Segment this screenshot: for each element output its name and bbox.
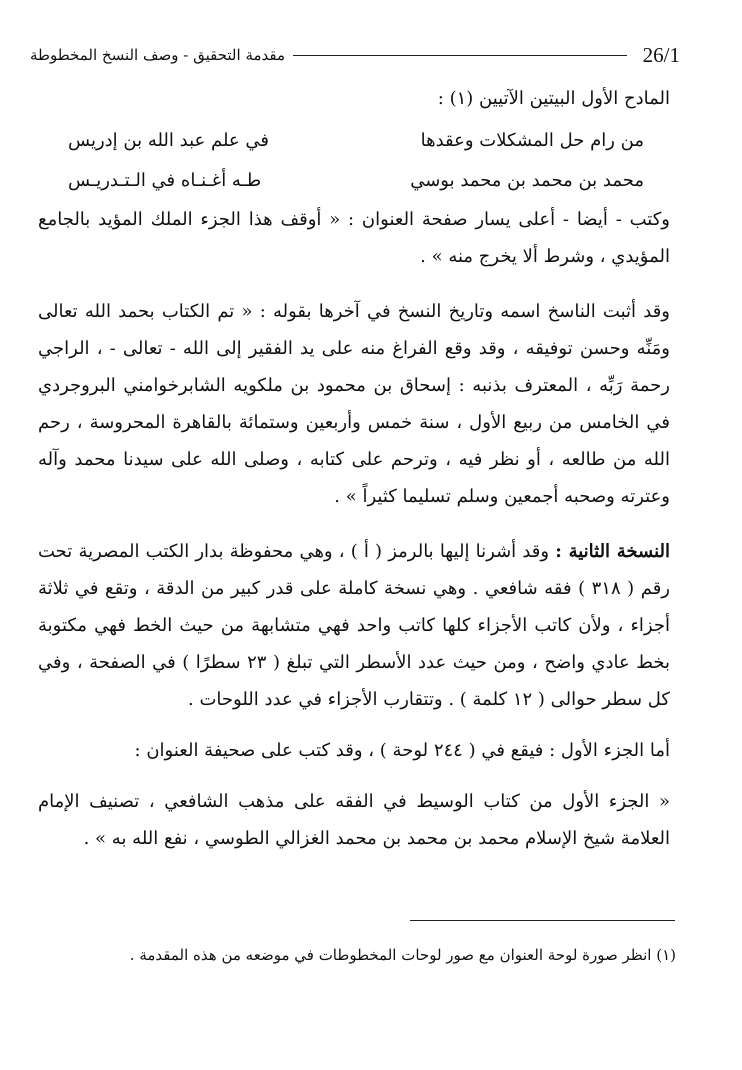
poem-verses — [38, 121, 670, 201]
footnote-rule — [410, 920, 675, 921]
second-copy-label: النسخة الثانية : — [555, 541, 670, 562]
paragraph-copyist: وقد أثبت الناسخ اسمه وتاريخ النسخ في آخرها بقوله : « تم الكتاب بحمد الله تعالى ومَنِّه وحسن توفيقه ، وقد وقع الفراغ منه على يد الفقير إلى الله - تعالى - ، الراجي رحمة رَبِّه ، المعترف بذنبه : إسحاق بن محمود بن ملكويه الشابرخوامني البروجردي في الخامس من ربيع الأول ، سنة خمس وأربعين وستمائة بالقاهرة المحروسة ، رحم الله من طالعه ، أو نظر فيه ، وترحم على كتابه ، وصلى الله على سيدنا محمد وآله وعترته وصحبه أجمعين وسلم تسليما كثيراً » . — [38, 301, 670, 507]
header-rule — [293, 55, 627, 56]
verse-second-hemistich: في علم عبد الله بن إدريس — [68, 130, 269, 151]
page-number: 26/1 — [642, 42, 680, 67]
paragraph-wrote: وكتب - أيضا - أعلى يسار صفحة العنوان : « أوقف هذا الجزء الملك المؤيد بالجامع المؤيدي ، وشرط ألا يخرج منه » . — [38, 209, 670, 267]
main-text — [38, 80, 670, 857]
footnote: (١) انظر صورة لوحة العنوان مع صور لوحات المخطوطات في موضعه من هذه المقدمة . — [129, 946, 676, 964]
paragraph-title-quote: « الجزء الأول من كتاب الوسيط في الفقه على مذهب الشافعي ، تصنيف الإمام العلامة شيخ الإسلام محمد بن محمد بن محمد الغزالي الطوسي ، نفع الله به » . — [38, 791, 670, 849]
verse-second-hemistich: طـه أغـنـاه في الـتـدريـس — [68, 170, 262, 191]
paragraph-second-copy — [38, 533, 670, 718]
paragraph-first-part: أما الجزء الأول : فيقع في ( ٢٤٤ لوحة ) ، وقد كتب على صحيفة العنوان : — [134, 740, 670, 761]
verse-line — [38, 121, 670, 161]
second-copy-text: وقد أشرنا إليها بالرمز ( أ ) ، وهي محفوظة بدار الكتب المصرية تحت رقم ( ٣١٨ ) فقه شافعي . وهي نسخة كاملة على قدر كبير من الدقة ، وتقع في ثلاثة أجزاء ، ولأن كاتب الأجزاء كلها كاتب واحد فهي متشابهة من حيث الخط فهي مكتوبة بخط عادي واضح ، ومن حيث عدد الأسطر التي تبلغ ( ٢٣ سطرًا ) في الصفحة ، وفي كل سطر حوالى ( ١٢ كلمة ) . وتتقارب الأجزاء في عدد اللوحات . — [38, 541, 670, 710]
verse-first-hemistich: من رام حل المشكلات وعقدها — [420, 130, 644, 151]
verse-line — [38, 161, 670, 201]
page-header — [30, 40, 680, 70]
verse-first-hemistich: محمد بن محمد بن محمد بوسي — [410, 170, 644, 191]
intro-line: المادح الأول البيتين الآتيين (١) : — [437, 88, 670, 109]
running-title: مقدمة التحقيق - وصف النسخ المخطوطة — [30, 46, 286, 64]
